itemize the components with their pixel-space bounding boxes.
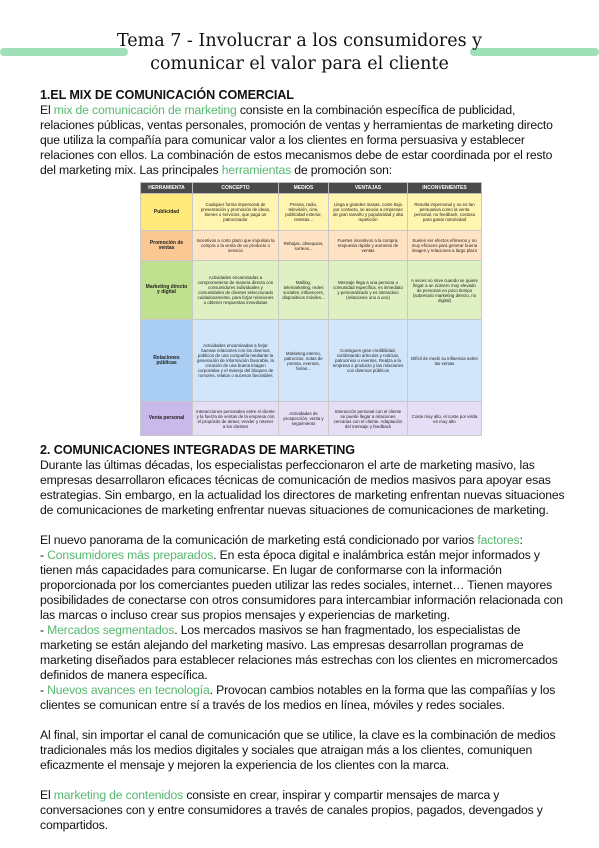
header-ventajas: VENTAJAS <box>329 183 408 194</box>
table-cell-media: Rebajas, obsequios, sorteos... <box>279 231 329 261</box>
text-run: de promoción son: <box>291 163 393 177</box>
factor-consumidores <box>40 548 566 623</box>
text-run: El <box>40 103 54 117</box>
table-row <box>141 231 482 261</box>
section-1-paragraph <box>40 103 566 178</box>
promotion-tools-table <box>140 182 482 436</box>
term-herramientas: herramientas <box>221 163 292 177</box>
term-marketing-contenidos: marketing de contenidos <box>53 788 184 802</box>
text-run: El nuevo panorama de la comunicación de marketing está condicionado por varios <box>40 533 478 547</box>
table-cell-concept: Cualquier forma impersonal de presentación y promoción de ideas, bienes o servicios, que paga un patrocinador <box>193 194 279 231</box>
table-cell-media: Prensa, radio, televisión, cine, publicidad exterior, revistas... <box>279 194 329 231</box>
table-cell-concept: Actividades encaminadas a comprometerse de manera directa con consumidores individuales y comunidades de clientes seleccionado cuidadosamente, para forjar relaciones u obtener respuestas inmediatas <box>193 261 279 320</box>
text-run: . Los mercados masivos se han fragmentado, los especialistas de marketing se están alejando del marketing masivo. Las empresas desarrollan programas de marketing diseñados para establecer relaciones más estrechas con los clientes en micromercados definidos de manera específica. <box>40 623 558 682</box>
factor-tecnologia <box>40 683 566 713</box>
table-cell-media: Actividades de prospección, venta y seguimiento <box>279 402 329 436</box>
text-run: : <box>519 533 523 547</box>
table-cell-concept: Incentivos a corto plazo que impulsan la compra o la venta de un producto o servicio <box>193 231 279 261</box>
table-cell-advantages: Consiguen gran credibilidad, combinando artículos y noticias, patrocinios o eventos. Realza a la empresa o producto y las relaciones con diversos públicos <box>329 320 408 402</box>
term-consumidores-preparados: Consumidores más preparados <box>47 548 214 562</box>
list-dash: - <box>40 683 48 697</box>
table-cell-drawbacks: Difícil de medir su influencia sobre las ventas <box>408 320 482 402</box>
text-run: consiste en la combinación específica de publicidad, relaciones públicas, ventas personales, promoción de ventas y herramientas de marketing directo que utiliza la compañía para comunicar valor a los clientes en forma persuasiva y establecer relaciones con ellos. La combinación de estos mecanismos debe de estar coordinada por el resto del marketing mix. Las principales <box>40 103 553 177</box>
section-2-paragraph-3: Al final, sin importar el canal de comunicación que se utilice, la clave es la combinación de medios tradicionales más los medios digitales y sociales que atraigan más a los clientes, comuniquen eficazmente el mensaje y mejoren la experiencia de los clientes con la marca. <box>40 728 556 772</box>
table-cell-drawbacks: A veces no sirve cuando se quiere llegar a un número muy elevado de personas en poco tiempo (sobretodo marketing directo, no digital) <box>408 261 482 320</box>
table-cell-drawbacks: Suelen ser efectos efímeros y no muy eficaces para generar buena imagen y relaciones a largo plazo <box>408 231 482 261</box>
text-run: . Provocan cambios notables en la forma que las compañías y los clientes se comunican entre sí a través de los medios en línea, móviles y redes sociales. <box>40 683 556 712</box>
page-title-line-2: comunicar el valor para el cliente <box>150 54 449 74</box>
header-concepto: CONCEPTO <box>193 183 279 194</box>
section-2-paragraph-1: Durante las últimas décadas, los especialistas perfeccionaron el arte de marketing masivo, las empresas desarrollaron eficaces técnicas de comunicación de medios masivos para apoyar esas estrategias. Sin embargo, en la actualidad los directores de marketing enfrentan nuevas situaciones de comunicaciones de marketing enfrentar nuevas situaciones de comunicaciones de marketing. <box>40 458 565 517</box>
table-cell-advantages: Interacción personal con el cliente se puede llegar a relaciones cercanas con el cliente. Adaptación del mensaje y feedback <box>329 402 408 436</box>
table-header-row <box>141 183 482 194</box>
table-cell-concept: Actividades encaminadas a forjar buenas relaciones con los diversos públicos de una compañía mediante la generación de información favorable, la creación de una buena imagen corporativa y el manejo del bloqueo de rumores, relatos o sucesos favorables <box>193 320 279 402</box>
table-cell-tool: Marketing directo y digital <box>141 261 193 320</box>
header-inconvenientes: INCONVENIENTES <box>408 183 482 194</box>
header-medios: MEDIOS <box>279 183 329 194</box>
table-cell-advantages: Llega a grandes masas, coste bajo por contacto, se asocia a empresas de gran tamaño y popularidad y alta repetición <box>329 194 408 231</box>
main-content <box>40 88 566 833</box>
promotion-tools-table-wrap <box>140 182 481 436</box>
factor-mercados <box>40 623 566 683</box>
text-run: consiste en crear, inspirar y compartir mensajes de marca y conversaciones con y entre consumidores a través de canales propios, pagados, devengados y compartidos. <box>40 788 543 832</box>
table-row <box>141 320 482 402</box>
section-2-paragraph-4 <box>40 788 566 833</box>
table-cell-media: Mailing, telemarketing, redes sociales, influencers, dispositivos móviles... <box>279 261 329 320</box>
table-row <box>141 402 482 436</box>
term-avances-tecnologia: Nuevos avances en tecnología <box>47 683 210 697</box>
page-title-line-1: Tema 7 - Involucrar a los consumidores y <box>116 31 483 51</box>
list-dash: - <box>40 623 48 637</box>
section-1-heading: 1.EL MIX DE COMUNICACIÓN COMERCIAL <box>40 88 294 102</box>
term-mercados-segmentados: Mercados segmentados <box>47 623 175 637</box>
table-cell-advantages: Fuertes incentivos a la compra, respuesta rápida y aumento de ventas <box>329 231 408 261</box>
table-cell-tool: Publicidad <box>141 194 193 231</box>
page-title <box>0 30 599 76</box>
table-cell-tool: Venta personal <box>141 402 193 436</box>
table-row <box>141 261 482 320</box>
text-run: El <box>40 788 54 802</box>
text-run: . En esta época digital e inalámbrica están mejor informados y tienen más capacidades para comunicarse. En lugar de conformarse con la información proporcionada por los comerciantes pueden utilizar las redes sociales, internet… Tienen mayores posibilidades de conectarse con otros consumidores para intercambiar información relacionada con las marcas o incluso crear sus propios mensajes y experiencias de marketing. <box>40 548 563 622</box>
header-herramienta: HERRAMIENTA <box>141 183 193 194</box>
table-cell-concept: Interacciones personales entre el cliente y la fuerza de ventas de la empresa con el propósito de atraer, vender y retener a los clientes <box>193 402 279 436</box>
list-dash: - <box>40 548 48 562</box>
table-cell-media: Marketing interno, patrocinio, notas de prensa, eventos, ferias... <box>279 320 329 402</box>
section-2-paragraph-2 <box>40 533 566 548</box>
table-cell-tool: Relaciones públicas <box>141 320 193 402</box>
table-cell-drawbacks: Resulta impersonal y no es tan persuasiva como la venta personal, no feedback, costosa para ganar notoriedad <box>408 194 482 231</box>
table-row <box>141 194 482 231</box>
table-cell-advantages: Mensaje llega a una persona o comunidad específica, es inmediato y personalizado y es interactivo (relaciones uno a uno) <box>329 261 408 320</box>
table-cell-tool: Promoción de ventas <box>141 231 193 261</box>
term-factores: factores <box>477 533 520 547</box>
term-mix-comunicacion: mix de comunicación de marketing <box>53 103 237 117</box>
table-cell-drawbacks: Coste muy alto, el coste por visita es muy alto <box>408 402 482 436</box>
section-2-heading: 2. COMUNICACIONES INTEGRADAS DE MARKETING <box>40 443 355 457</box>
